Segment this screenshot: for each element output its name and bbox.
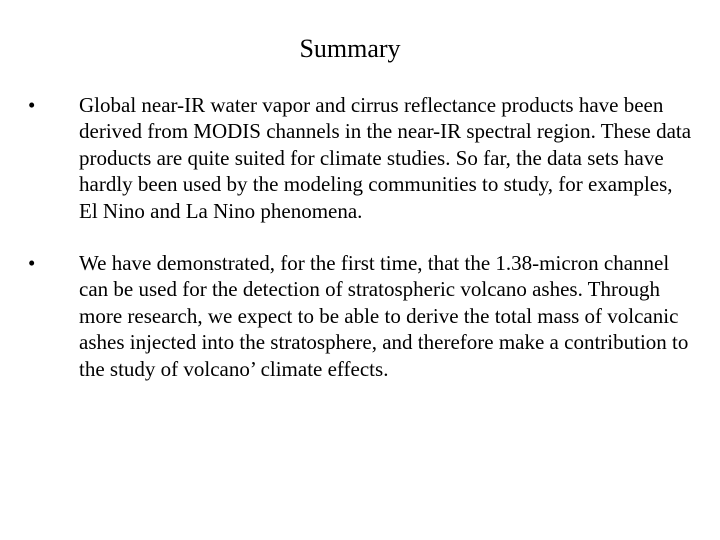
bullet-text: Global near-IR water vapor and cirrus reflectance products have been derived from MODIS channels in the near-IR spectral region. These data products are quite suited for climate studies. So far, the data sets have hardly been used by the modeling communities to study, for examples, El Nino and La Nino phenomena.: [79, 93, 692, 223]
slide-title: Summary: [299, 34, 401, 63]
bullet-item: [28, 250, 693, 382]
bullet-text: We have demonstrated, for the first time, that the 1.38-micron channel can be used for the detection of stratospheric volcano ashes. Through more research, we expect to be able to derive the total mass of volcanic ashes injected into the stratosphere, and therefore make a contribution to the study of volcano’ climate effects.: [79, 251, 689, 381]
bullet-list: [28, 92, 693, 382]
bullet-item: [28, 92, 693, 224]
bullet-marker: •: [28, 93, 36, 117]
bullet-marker: •: [28, 251, 36, 276]
